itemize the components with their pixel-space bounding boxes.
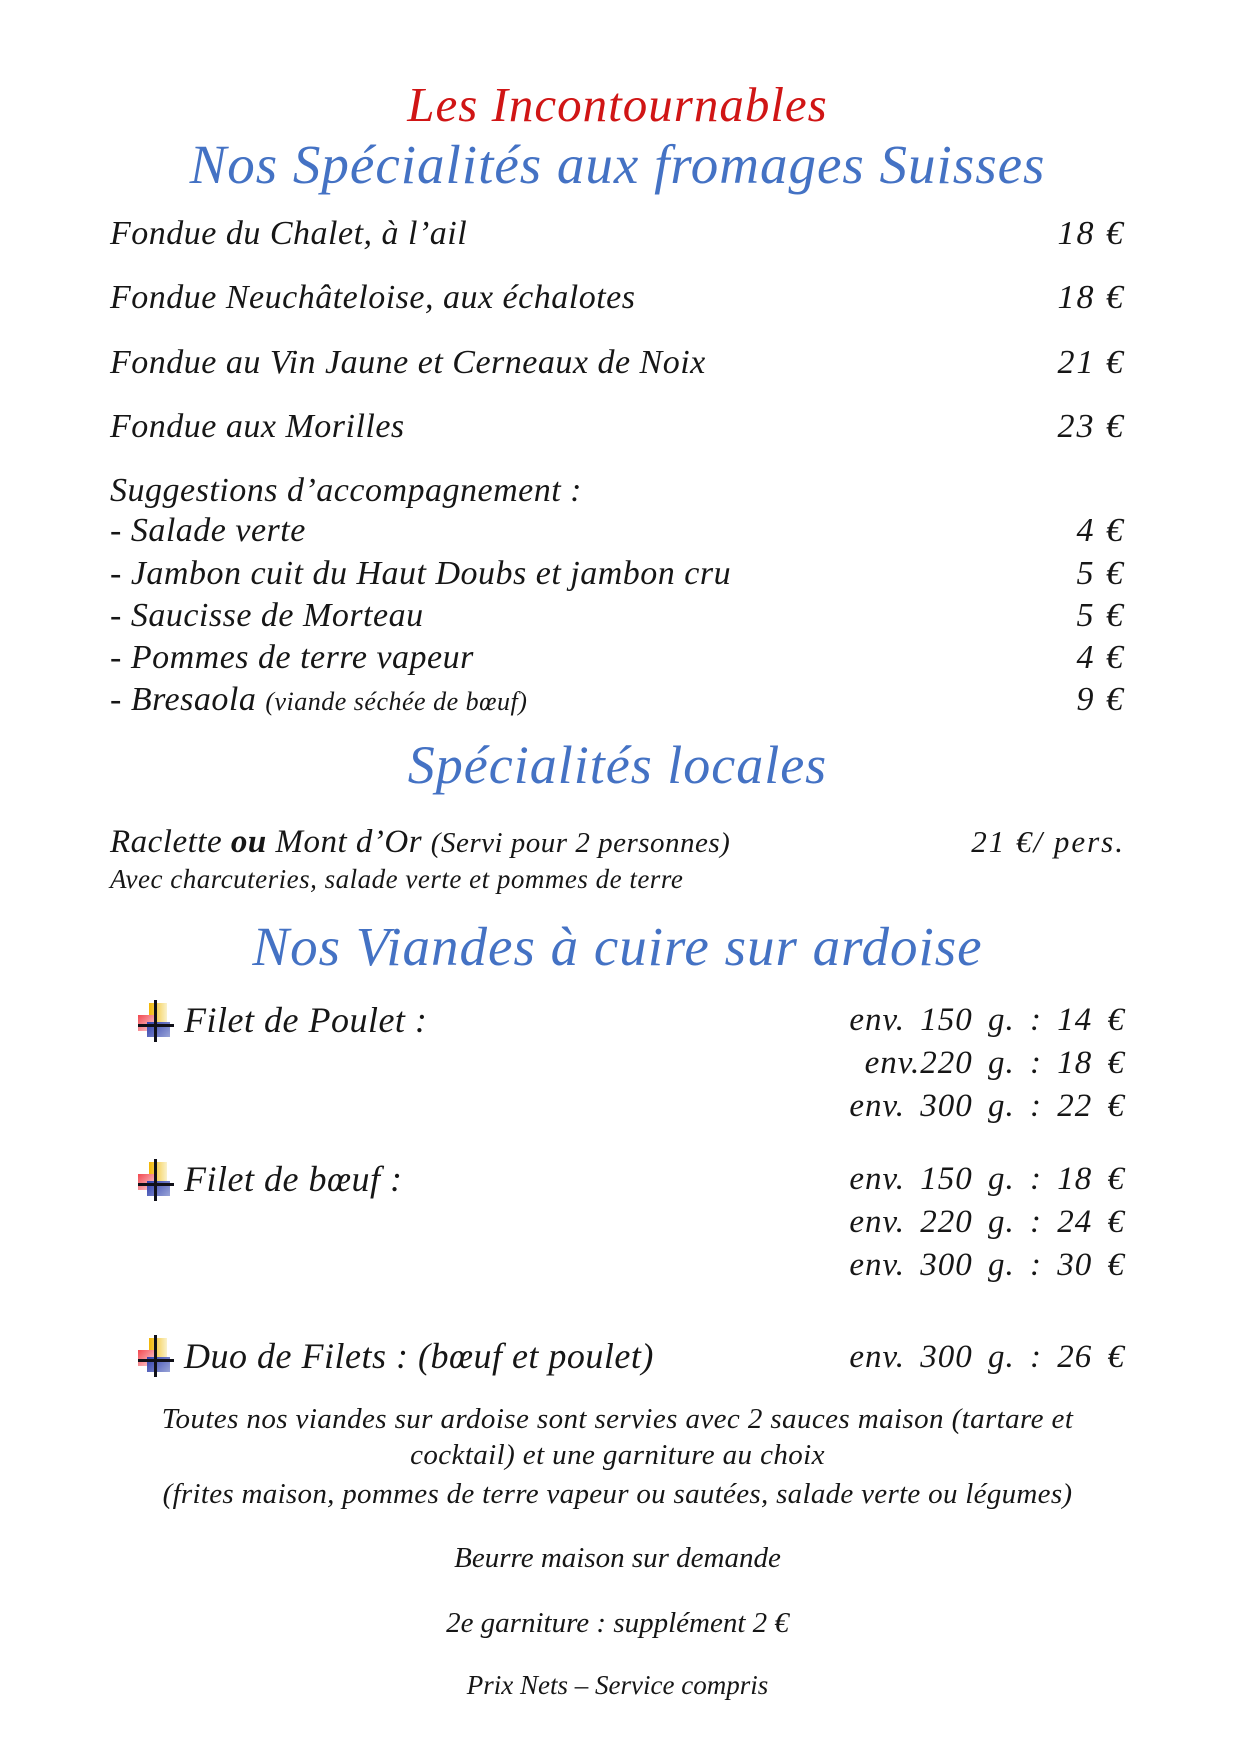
price-line: env.220 g. : 18 €	[864, 1045, 1125, 1082]
page-title: Les Incontournables	[407, 77, 828, 132]
item-price: 21 €	[1057, 343, 1125, 381]
menu-item	[110, 406, 1125, 449]
item-prices	[849, 1158, 1125, 1287]
item-prices	[849, 1335, 1125, 1380]
item-price: 21 €/ pers.	[971, 823, 1125, 859]
footer-note: Prix Nets – Service compris	[466, 1669, 769, 1700]
accompagnements-heading: Suggestions d’accompagnement :	[110, 471, 583, 509]
menu-item	[110, 511, 1125, 551]
colored-squares-bullet-icon	[138, 1159, 176, 1201]
footer-note: Toutes nos viandes sur ardoise sont servies avec 2 sauces maison (tartare et cocktail) et une garniture au choix	[161, 1403, 1074, 1472]
item-name: - Jambon cuit du Haut Doubs et jambon cru	[110, 554, 732, 592]
footer-notes	[110, 1401, 1125, 1701]
item-name: Fondue Neuchâteloise, aux échalotes	[110, 279, 636, 317]
menu-item	[110, 277, 1125, 320]
item-price: 9 €	[1076, 680, 1125, 718]
menu-item	[110, 680, 1125, 720]
item-price: 5 €	[1076, 554, 1125, 592]
section-fondues	[110, 213, 1125, 449]
item-name: Fondue aux Morilles	[110, 408, 405, 446]
price-line: env. 220 g. : 24 €	[849, 1203, 1125, 1240]
item-price: 4 €	[1076, 512, 1125, 550]
section-title-locales: Spécialités locales	[407, 735, 828, 796]
menu-item	[138, 1158, 1125, 1287]
item-name: Fondue au Vin Jaune et Cerneaux de Noix	[110, 343, 706, 381]
menu-item	[110, 213, 1125, 256]
footer-note: Beurre maison sur demande	[454, 1541, 781, 1574]
menu-item	[110, 822, 1125, 863]
item-price: 23 €	[1057, 408, 1125, 446]
item-name: - Salade verte	[110, 512, 306, 550]
item-note: (Servi pour 2 personnes)	[430, 826, 731, 859]
footer-note: 2e garniture : supplément 2 €	[446, 1606, 789, 1639]
section-title-fromages: Nos Spécialités aux fromages Suisses	[189, 133, 1046, 195]
menu-item	[110, 596, 1125, 636]
item-name: - Bresaola (viande séchée de bœuf)	[110, 680, 528, 718]
menu-item	[110, 554, 1125, 594]
item-subtitle: Avec charcuteries, salade verte et pommes de terre	[110, 863, 684, 894]
section-accompagnements	[110, 511, 1125, 720]
menu-item	[110, 638, 1125, 678]
item-price: 4 €	[1076, 638, 1125, 676]
item-price: 18 €	[1057, 279, 1125, 317]
price-line: env. 300 g. : 30 €	[849, 1246, 1125, 1283]
section-viandes	[110, 999, 1125, 1379]
item-name: Raclette ou Mont d’Or (Servi pour 2 personnes)	[110, 823, 731, 860]
menu-item	[110, 342, 1125, 385]
section-title-viandes: Nos Viandes à cuire sur ardoise	[252, 915, 983, 977]
item-prices	[849, 999, 1125, 1128]
item-name: Filet de Poulet :	[138, 999, 427, 1042]
item-name: Filet de bœuf :	[138, 1158, 402, 1201]
footer-note: (frites maison, pommes de terre vapeur ou sautées, salade verte ou légumes)	[162, 1477, 1073, 1510]
item-note: (viande séchée de bœuf)	[265, 686, 528, 716]
item-name: - Saucisse de Morteau	[110, 596, 424, 634]
section-locales	[110, 822, 1125, 897]
colored-squares-bullet-icon	[138, 1335, 176, 1377]
price-line: env. 150 g. : 14 €	[849, 1002, 1125, 1039]
colored-squares-bullet-icon	[138, 1000, 176, 1042]
price-line: env. 300 g. : 22 €	[849, 1088, 1125, 1125]
item-name: - Pommes de terre vapeur	[110, 638, 474, 676]
item-price: 18 €	[1057, 214, 1125, 252]
menu-item	[138, 999, 1125, 1128]
item-price: 5 €	[1076, 596, 1125, 634]
item-name: Duo de Filets : (bœuf et poulet)	[138, 1335, 654, 1378]
menu-item	[138, 1335, 1125, 1380]
item-name: Fondue du Chalet, à l’ail	[110, 214, 468, 252]
price-line: env. 300 g. : 26 €	[849, 1338, 1125, 1375]
price-line: env. 150 g. : 18 €	[849, 1160, 1125, 1197]
